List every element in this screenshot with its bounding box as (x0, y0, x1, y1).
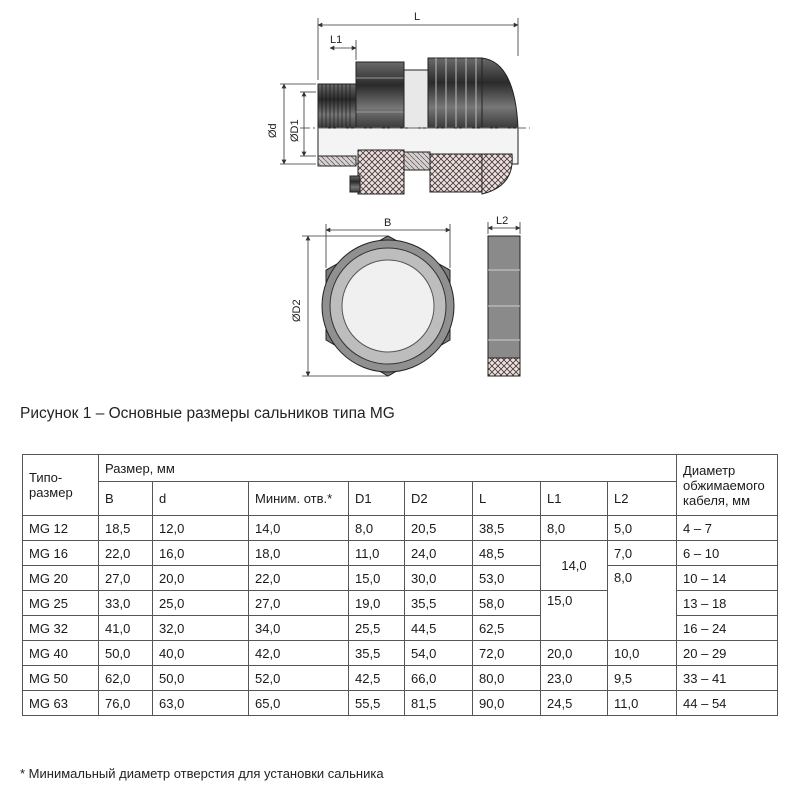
cell-cable: 4 – 7 (677, 516, 778, 541)
cell-B: 50,0 (99, 641, 153, 666)
table-row (23, 566, 778, 591)
table-row (23, 516, 778, 541)
cell-L: 53,0 (473, 566, 541, 591)
cell-D1: 42,5 (349, 666, 405, 691)
cell-type: MG 40 (23, 641, 99, 666)
col-header-d: d (153, 482, 249, 516)
nut-front-view (322, 236, 454, 376)
cell-d: 32,0 (153, 616, 249, 641)
cell-L2: 11,0 (608, 691, 677, 716)
col-header-L1: L1 (541, 482, 608, 516)
cell-L2: 8,0 (608, 566, 677, 641)
cell-cable: 10 – 14 (677, 566, 778, 591)
cell-d: 16,0 (153, 541, 249, 566)
cell-L: 72,0 (473, 641, 541, 666)
cell-L1: 24,5 (541, 691, 608, 716)
cell-L: 48,5 (473, 541, 541, 566)
table-row (23, 641, 778, 666)
cell-cable: 16 – 24 (677, 616, 778, 641)
cell-type: MG 50 (23, 666, 99, 691)
cell-L: 62,5 (473, 616, 541, 641)
cell-L1: 20,0 (541, 641, 608, 666)
cell-min: 18,0 (249, 541, 349, 566)
cell-D1: 35,5 (349, 641, 405, 666)
technical-drawing (0, 0, 800, 392)
table-row (23, 666, 778, 691)
col-header-L2: L2 (608, 482, 677, 516)
dim-label-D2: ØD2 (291, 299, 303, 322)
cell-d: 63,0 (153, 691, 249, 716)
cell-min: 42,0 (249, 641, 349, 666)
cell-D1: 11,0 (349, 541, 405, 566)
cell-cable: 13 – 18 (677, 591, 778, 616)
table-row (23, 691, 778, 716)
cell-D2: 30,0 (405, 566, 473, 591)
cell-B: 22,0 (99, 541, 153, 566)
cell-cable: 20 – 29 (677, 641, 778, 666)
cell-B: 33,0 (99, 591, 153, 616)
col-header-type: Типо-размер (23, 455, 99, 516)
cell-min: 27,0 (249, 591, 349, 616)
table-row (23, 541, 778, 566)
footnote: * Минимальный диаметр отверстия для установки сальника (20, 766, 384, 781)
cell-min: 65,0 (249, 691, 349, 716)
cell-d: 25,0 (153, 591, 249, 616)
cell-d: 12,0 (153, 516, 249, 541)
cell-type: MG 12 (23, 516, 99, 541)
cell-cable: 33 – 41 (677, 666, 778, 691)
gland-side-view (300, 58, 530, 194)
col-header-min-hole: Миним. отв.* (249, 482, 349, 516)
nut-side-view (488, 236, 520, 376)
col-header-B: B (99, 482, 153, 516)
cell-type: MG 63 (23, 691, 99, 716)
dim-label-D1: ØD1 (289, 119, 301, 142)
cell-min: 22,0 (249, 566, 349, 591)
col-header-L: L (473, 482, 541, 516)
cell-D1: 19,0 (349, 591, 405, 616)
cell-D1: 15,0 (349, 566, 405, 591)
cell-min: 34,0 (249, 616, 349, 641)
cell-D2: 35,5 (405, 591, 473, 616)
cell-min: 14,0 (249, 516, 349, 541)
dim-label-L2: L2 (496, 215, 509, 227)
dim-label-L: L (414, 11, 421, 23)
dim-label-L1: L1 (330, 34, 343, 46)
dim-label-d: Ød (267, 123, 279, 138)
cell-D1: 8,0 (349, 516, 405, 541)
cell-d: 40,0 (153, 641, 249, 666)
cell-B: 27,0 (99, 566, 153, 591)
cell-type: MG 32 (23, 616, 99, 641)
col-header-D2: D2 (405, 482, 473, 516)
cell-L1: 8,0 (541, 516, 608, 541)
cell-D1: 25,5 (349, 616, 405, 641)
cell-type: MG 25 (23, 591, 99, 616)
cell-L: 58,0 (473, 591, 541, 616)
cell-L1: 14,0 (541, 541, 608, 591)
cell-L: 80,0 (473, 666, 541, 691)
cell-d: 50,0 (153, 666, 249, 691)
cell-D2: 24,0 (405, 541, 473, 566)
cell-D1: 55,5 (349, 691, 405, 716)
cell-cable: 44 – 54 (677, 691, 778, 716)
cell-D2: 66,0 (405, 666, 473, 691)
cell-D2: 20,5 (405, 516, 473, 541)
cell-B: 62,0 (99, 666, 153, 691)
cell-L1: 23,0 (541, 666, 608, 691)
col-header-cable: Диаметр обжимаемого кабеля, мм (677, 455, 778, 516)
cell-L2: 10,0 (608, 641, 677, 666)
cell-cable: 6 – 10 (677, 541, 778, 566)
cell-D2: 44,5 (405, 616, 473, 641)
cell-L2: 7,0 (608, 541, 677, 566)
dim-label-B: B (384, 217, 392, 229)
cell-B: 76,0 (99, 691, 153, 716)
cell-L1: 15,0 (541, 591, 608, 641)
cell-D2: 81,5 (405, 691, 473, 716)
cell-D2: 54,0 (405, 641, 473, 666)
col-header-size-group: Размер, мм (99, 455, 677, 482)
cell-B: 41,0 (99, 616, 153, 641)
cell-d: 20,0 (153, 566, 249, 591)
spec-table (22, 454, 778, 716)
cell-L: 38,5 (473, 516, 541, 541)
cell-L2: 9,5 (608, 666, 677, 691)
cell-L2: 5,0 (608, 516, 677, 541)
cell-B: 18,5 (99, 516, 153, 541)
cell-min: 52,0 (249, 666, 349, 691)
cell-type: MG 16 (23, 541, 99, 566)
cell-L: 90,0 (473, 691, 541, 716)
cell-type: MG 20 (23, 566, 99, 591)
col-header-D1: D1 (349, 482, 405, 516)
figure-caption: Рисунок 1 – Основные размеры сальников типа MG (20, 405, 395, 422)
